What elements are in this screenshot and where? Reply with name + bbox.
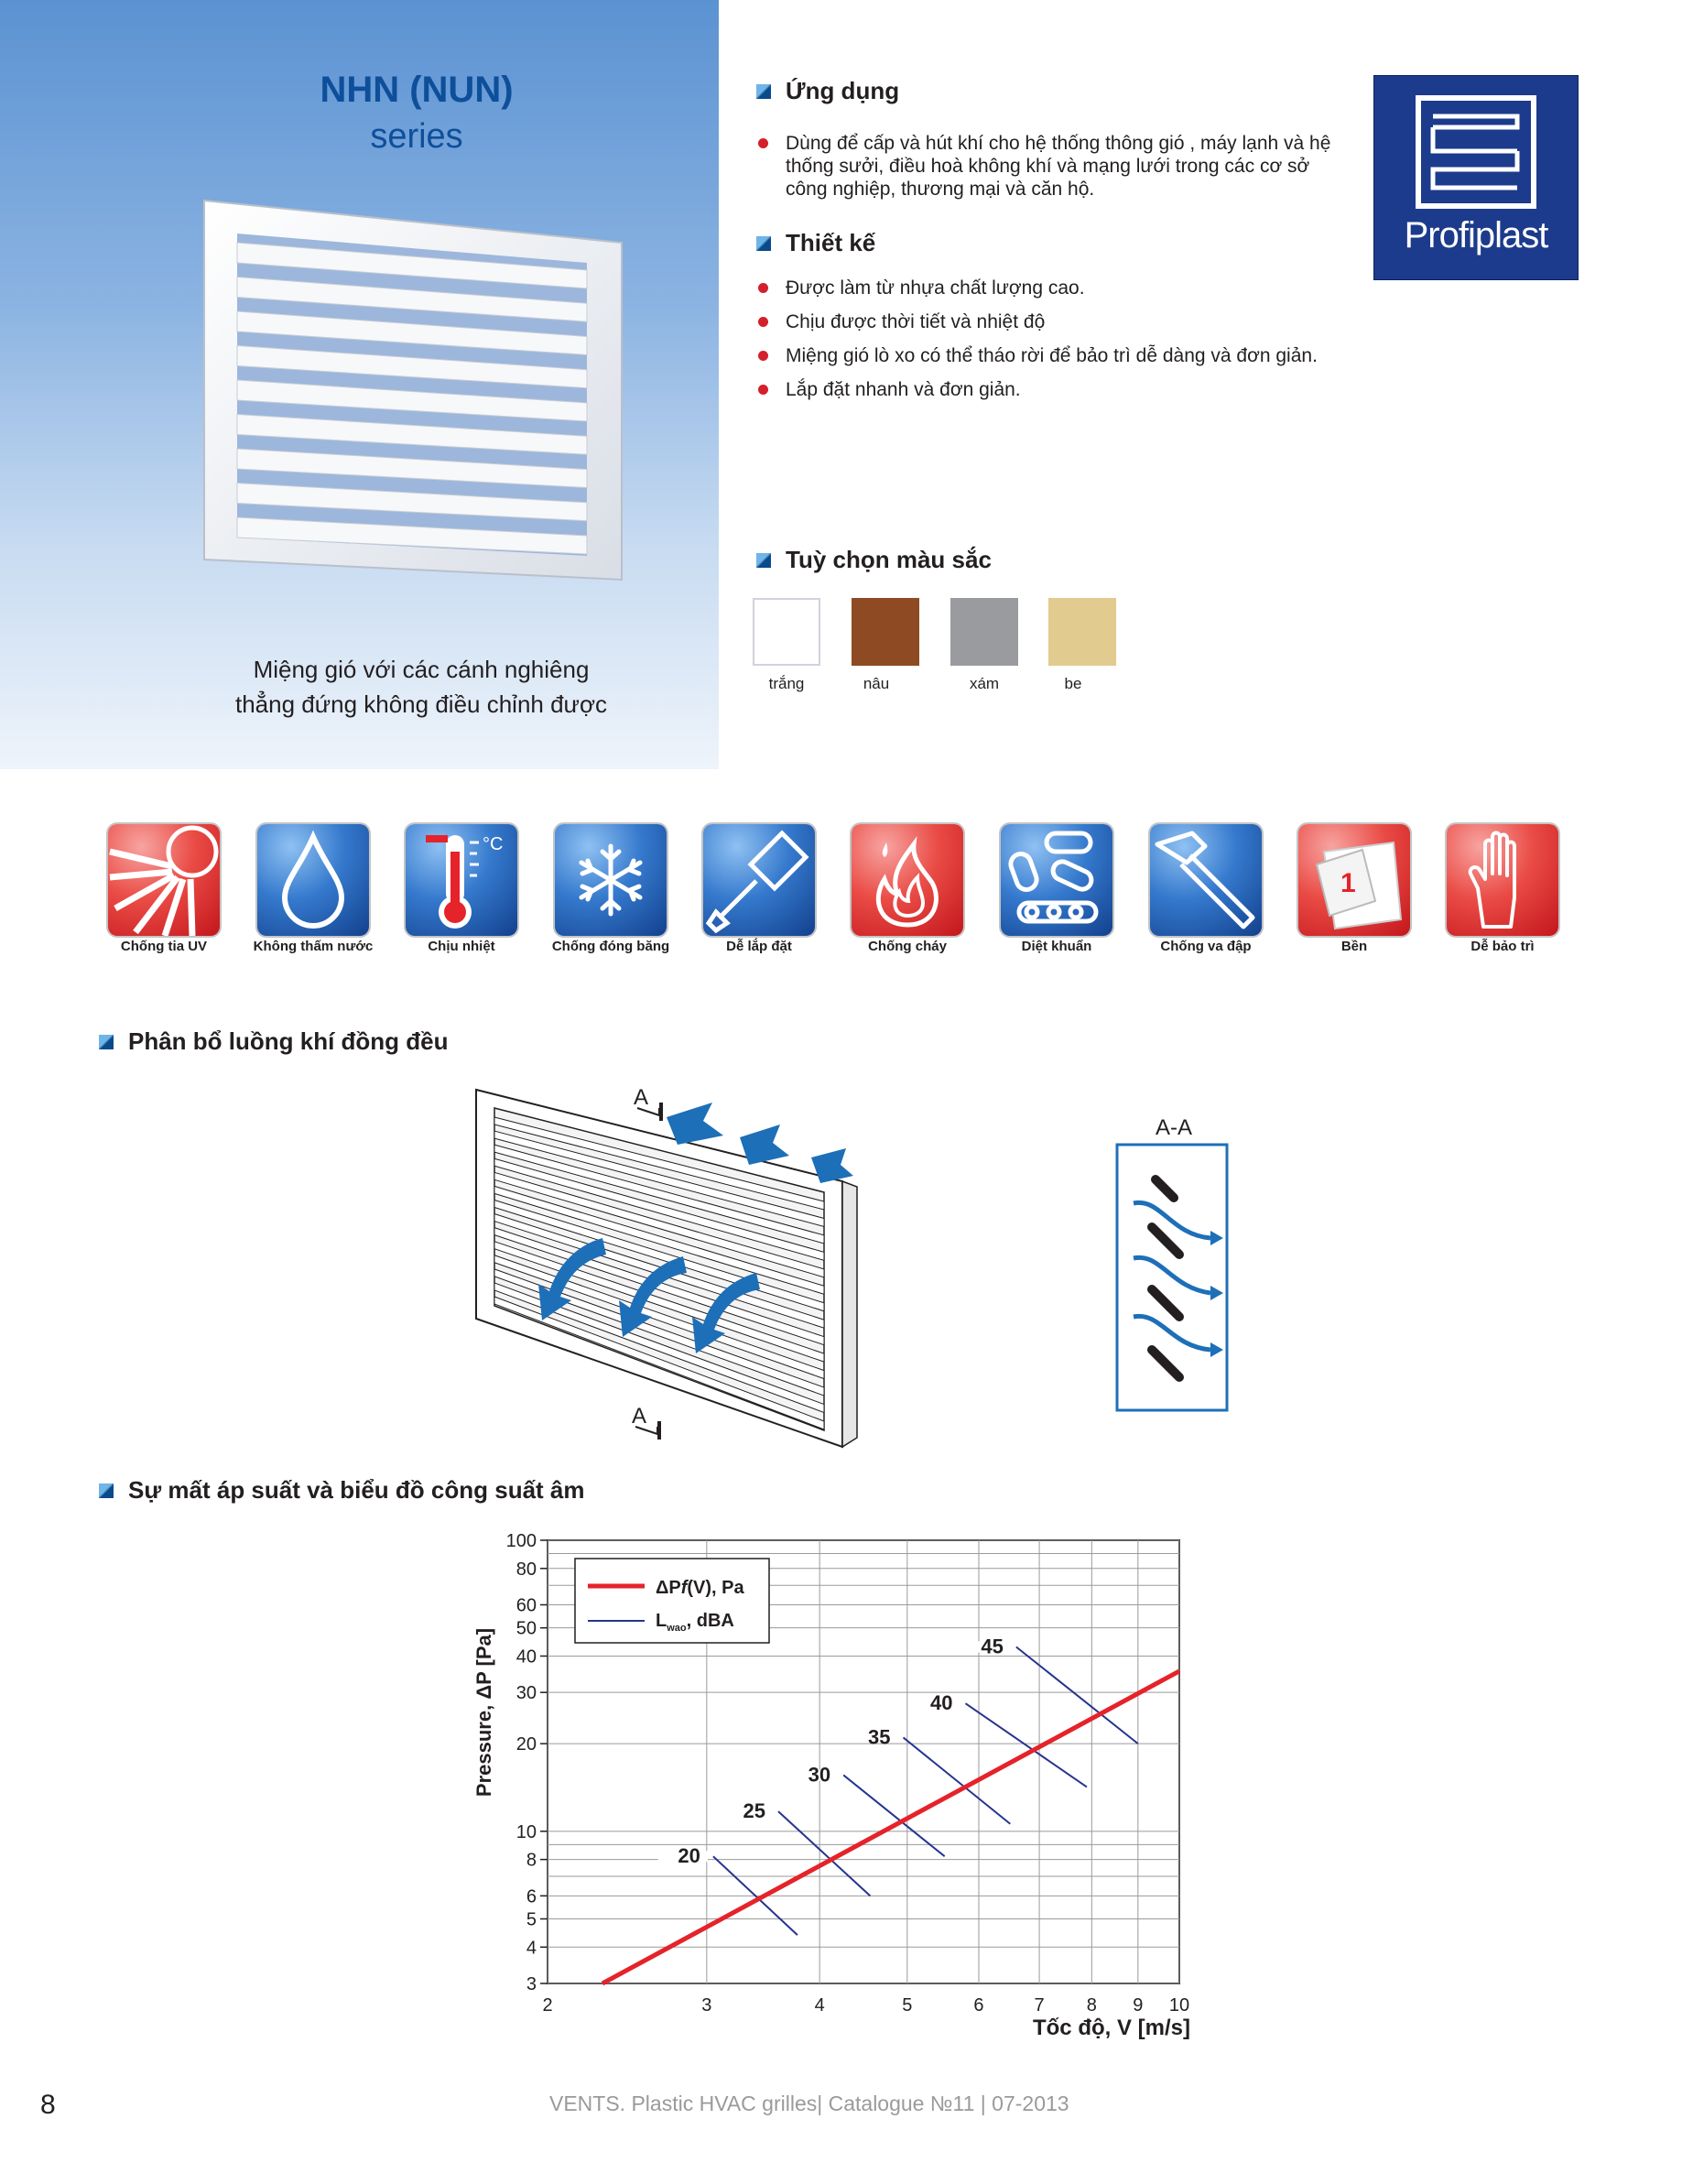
feature-label: Không thấm nước [253,939,374,954]
chart-y-tick-label: 8 [526,1850,537,1871]
hero-caption [183,652,659,722]
chart-x-tick-label: 10 [1168,1995,1190,2016]
design-list [751,277,1373,412]
section-marker-bottom [632,1404,659,1440]
chart-y-tick-label: 10 [515,1821,537,1842]
feature-impact-resistant [1150,824,1262,954]
chart-x-tick-label: 3 [701,1995,712,2016]
feature-label: Chống tia UV [120,939,208,954]
feature-uv-resistant [108,824,220,954]
feature-label: Chống cháy [868,939,947,954]
chart-x-tick-label: 9 [1133,1995,1144,2016]
chart-y-tick-label: 20 [515,1734,537,1755]
section-marker-top [634,1085,661,1121]
bullet-dot-icon [758,317,768,327]
feature-box [1447,824,1558,936]
section-view-diagram [1115,1143,1231,1414]
footer-text: VENTS. Plastic HVAC grilles| Catalogue №11 | 07-2013 [549,2092,1069,2115]
section-bullet-icon [756,84,771,99]
color-swatch-grey [950,598,1018,666]
feature-easy-install [703,824,815,954]
color-swatch-beige [1048,598,1116,666]
section-bullet-icon [99,1483,114,1498]
sound-power-label: 45 [981,1635,1004,1658]
chart-y-tick-label: 5 [526,1909,537,1930]
chart-y-tick-label: 30 [515,1683,537,1704]
pressure-sound-chart [458,1520,1209,2051]
chart-y-tick-label: 100 [505,1531,537,1551]
feature-box [257,824,369,936]
airflow-diagram [458,1081,888,1456]
bacteria-icon [1001,824,1112,936]
hero-caption-line-2: thẳng đứng không điều chỉnh được [234,690,608,718]
feature-label: Diệt khuẩn [1021,939,1092,954]
pressure-heading-text: Sự mất áp suất và biểu đồ công suất âm [128,1476,585,1504]
chart-y-tick-label: 60 [515,1595,537,1616]
feature-heat-resistant [406,824,517,954]
sun-icon [108,824,220,936]
feature-box [406,824,517,936]
airflow-heading [99,1027,449,1056]
colors-heading-text: Tuỳ chọn màu sắc [786,546,992,573]
logo-mark-icon [1415,94,1537,210]
feature-box [1298,824,1410,936]
feature-antibacterial [1001,824,1112,954]
chart-y-tick-label: 50 [515,1618,537,1639]
chart-y-tick-label: 40 [515,1646,537,1668]
chart-y-axis-label: Pressure, ΔP [Pa] [472,1627,495,1798]
snowflake-icon [555,824,667,936]
flame-icon [852,824,963,936]
screwdriver-icon [703,824,815,936]
hand-icon [1447,824,1558,936]
hero-caption-line-1: Miệng gió với các cánh nghiêng [253,656,590,683]
design-item-text: Lắp đặt nhanh và đơn giản. [786,379,1021,400]
feature-durable [1298,824,1410,954]
chart-x-axis-label: Tốc độ, V [m/s] [1032,2016,1190,2040]
chart-x-tick-label: 8 [1086,1995,1097,2016]
list-item [751,344,1373,367]
section-label-bottom: A [632,1404,647,1429]
svg-text:°C: °C [483,834,504,854]
logo-text: Profiplast [1404,215,1548,255]
feature-fire-resistant [852,824,963,954]
color-label-beige: be [1064,675,1082,692]
grille-product-image [197,197,627,591]
feature-label: Chống va đập [1160,939,1252,954]
feature-box [1150,824,1262,936]
bullet-dot-icon [758,385,768,395]
chart-x-tick-label: 7 [1034,1995,1045,2016]
feature-frost-resistant [551,824,670,954]
feature-box [108,824,220,936]
color-label-brown: nâu [863,675,890,692]
profiplast-logo [1373,75,1579,280]
chart-y-tick-label: 80 [515,1559,537,1580]
application-heading [756,77,899,105]
sound-power-label: 40 [929,1691,953,1715]
sound-power-label: 35 [868,1725,891,1749]
design-heading [756,229,875,257]
chart-x-tick-label: 2 [542,1995,553,2016]
list-item [751,132,1355,201]
feature-waterproof [253,824,374,954]
series-title: NHN (NUN) [320,70,514,110]
bullet-dot-icon [758,351,768,361]
feature-label: Dễ lắp đặt [726,939,792,954]
section-label-top: A [634,1085,649,1110]
chart-y-tick-label: 6 [526,1886,537,1907]
section-view-label: A-A [1156,1115,1193,1140]
application-heading-text: Ứng dụng [786,77,900,104]
sound-power-label: 30 [808,1763,831,1787]
section-bullet-icon [756,553,771,568]
chart-y-tick-label: 3 [526,1974,537,1994]
pressure-heading [99,1476,585,1505]
feature-label: Chịu nhiệt [428,939,495,954]
water-drop-icon [257,824,369,936]
feature-easy-maintenance [1447,824,1558,954]
sound-power-label: 25 [743,1799,765,1823]
legend-label-pressure: ΔPf(V), Pa [656,1578,744,1598]
calendar-icon [1298,824,1410,936]
section-bullet-icon [756,236,771,251]
design-item-text: Miệng gió lò xo có thể tháo rời để bảo trì dễ dàng và đơn giản. [786,345,1318,366]
list-item [751,378,1373,401]
feature-label: Bền [1340,939,1368,954]
hammer-icon [1150,824,1262,936]
colors-heading [756,546,992,574]
section-bullet-icon [99,1035,114,1049]
color-swatch-brown [852,598,919,666]
chart-x-tick-label: 5 [902,1995,913,2016]
color-label-grey: xám [969,675,1000,692]
chart-legend [575,1559,769,1643]
feature-box [852,824,963,936]
feature-box [703,824,815,936]
chart-x-tick-label: 4 [814,1995,825,2016]
bullet-dot-icon [758,283,768,293]
feature-box [1001,824,1112,936]
application-item-text: Dùng để cấp và hút khí cho hệ thống thông gió , máy lạnh và hệ thống sưởi, điều hoà không khí và mạng lưới trong các cơ sở công nghiệp, thương mại và căn hộ. [786,133,1331,200]
airflow-heading-text: Phân bổ luồng khí đồng đều [128,1027,449,1055]
svg-text:1: 1 [1340,868,1356,898]
series-subtitle: series [370,117,463,156]
legend-label-sound: $L_{wao}$, dBA [656,1611,734,1634]
list-item [751,310,1373,333]
feature-box [555,824,667,936]
bullet-dot-icon [758,138,768,148]
chart-x-tick-label: 6 [973,1995,984,2016]
feature-label: Dễ bảo trì [1470,939,1535,954]
sound-power-label: 20 [678,1844,700,1868]
page-number: 8 [40,2090,56,2120]
list-item [751,277,1373,299]
feature-label: Chống đóng băng [551,939,670,954]
chart-y-tick-label: 4 [526,1938,537,1959]
design-item-text: Chịu được thời tiết và nhiệt độ [786,311,1046,332]
color-label-white: trắng [768,675,805,692]
design-heading-text: Thiết kế [786,229,876,256]
color-swatch-white [753,598,820,666]
design-item-text: Được làm từ nhựa chất lượng cao. [786,277,1085,299]
thermometer-icon [406,824,517,936]
application-list [751,132,1355,212]
